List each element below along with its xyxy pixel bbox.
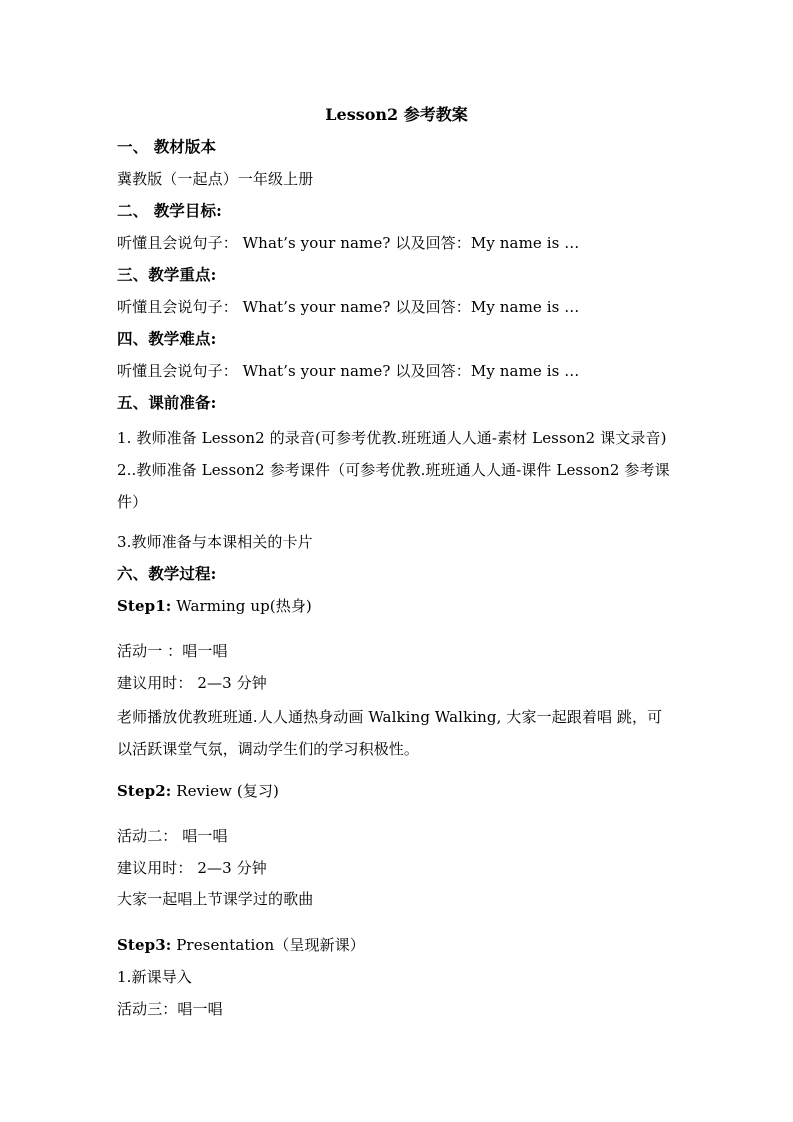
step1-text: Warming up(热身) xyxy=(171,597,312,615)
preparation-item-1: 1. 教师准备 Lesson2 的录音(可参考优教.班班通人人通-素材 Lesson2 课文录音) xyxy=(117,429,667,447)
activity2-time: 建议用时： 2—3 分钟 xyxy=(117,859,267,877)
activity1-title: 活动一 ：唱一唱 xyxy=(117,642,228,660)
teaching-goals-text: 听懂且会说句子： What’s your name? 以及回答：My name is … xyxy=(117,234,580,252)
step3-text: Presentation（呈现新课） xyxy=(171,936,365,954)
step2-label: Step2: xyxy=(117,782,172,800)
activity2-title: 活动二： 唱一唱 xyxy=(117,827,228,845)
step2-text: Review (复习) xyxy=(171,782,279,800)
key-points-text: 听懂且会说句子： What’s your name? 以及回答：My name is … xyxy=(117,298,580,316)
section-heading-key-points: 三、教学重点: xyxy=(117,265,217,284)
document-title: Lesson2 参考教案 xyxy=(325,105,468,124)
section-heading-process: 六、教学过程: xyxy=(117,564,217,583)
section-heading-difficult-points: 四、教学难点: xyxy=(117,329,217,348)
activity3-title: 活动三：唱一唱 xyxy=(117,1000,223,1018)
step1-heading xyxy=(117,596,312,616)
activity1-time: 建议用时： 2—3 分钟 xyxy=(117,674,267,692)
subsection-intro: 1.新课导入 xyxy=(117,968,192,986)
activity1-description: 老师播放优教班班通.人人通热身动画 Walking Walking, 大家一起跟着唱 跳，可以活跃课堂气氛，调动学生们的学习积极性。 xyxy=(117,708,663,758)
step2-heading xyxy=(117,781,279,801)
preparation-item-2: 2..教师准备 Lesson2 参考课件（可参考优教.班班通人人通-课件 Lesson2 参考课件） xyxy=(117,461,670,511)
section-heading-textbook-version: 一、 教材版本 xyxy=(117,137,217,156)
preparation-item-3: 3.教师准备与本课相关的卡片 xyxy=(117,533,313,551)
step3-label: Step3: xyxy=(117,936,172,954)
section-heading-preparation: 五、课前准备: xyxy=(117,393,217,412)
step3-heading xyxy=(117,935,365,955)
difficult-points-text: 听懂且会说句子： What’s your name? 以及回答：My name is … xyxy=(117,362,580,380)
step1-label: Step1: xyxy=(117,597,172,615)
activity2-description: 大家一起唱上节课学过的歌曲 xyxy=(117,890,314,908)
textbook-version-text: 冀教版（一起点）一年级上册 xyxy=(117,170,314,188)
section-heading-teaching-goals: 二、 教学目标: xyxy=(117,201,222,220)
